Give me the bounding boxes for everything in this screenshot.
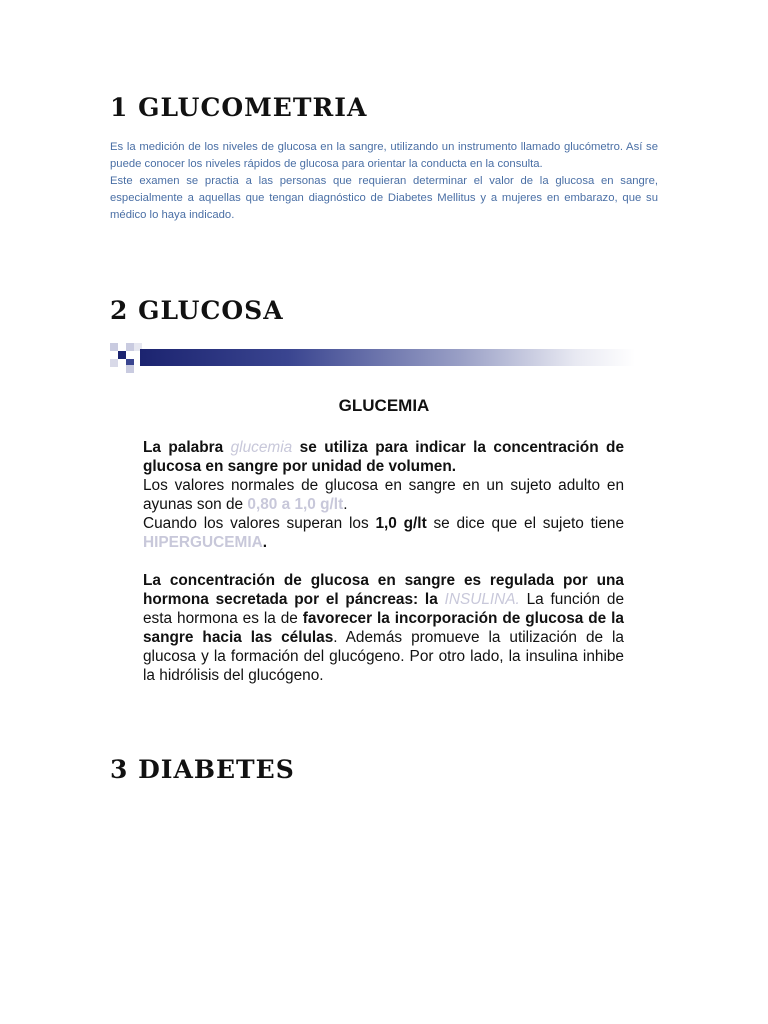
section-heading-glucosa: 2 GLUCOSA: [110, 296, 284, 325]
banner-square: [126, 351, 134, 359]
glucometria-paragraph-1: Es la medición de los niveles de glucosa en la sangre, utilizando un instrumento llamado glucómetro. Así se puede conocer los niveles rápidos de glucosa para orientar la conducta en la consulta.: [110, 141, 658, 170]
banner-square: [118, 351, 126, 359]
insulina-text-2: La función de esta hormona es la de: [143, 591, 625, 627]
banner-square: [110, 351, 118, 359]
banner-square: [118, 359, 126, 367]
paragraph-gap: [143, 552, 624, 571]
insulina-term: INSULINA.: [444, 591, 520, 608]
banner-gradient-bar: [140, 349, 635, 366]
insulina-text-3: . Además promueve la utilización de la glucosa y la formación del glucógeno. Por otro lado, la insulina inhibe la hidrólisis del glucógeno.: [143, 629, 624, 684]
banner-square: [118, 343, 126, 351]
section-heading-glucometria: 1 GLUCOMETRIA: [110, 93, 368, 122]
banner-square: [126, 343, 134, 351]
glucemia-term: glucemia: [230, 439, 293, 456]
normal-values-text: Los valores normales de glucosa en sangre en un sujeto adulto en ayunas son de: [143, 477, 624, 513]
glucemia-paragraph-definition: [143, 438, 624, 476]
hyper-text-end: .: [262, 534, 267, 551]
banner-square: [110, 359, 118, 367]
insulina-text-1: La concentración de glucosa en sangre es regulada por una hormona secretada por el páncreas: la: [143, 572, 624, 608]
glucemia-paragraph-hyper: [143, 514, 624, 552]
hyper-text-2: se dice que el sujeto tiene: [426, 515, 625, 532]
banner-square: [110, 343, 118, 351]
glucometria-paragraph-2: Este examen se practia a las personas que requieran determinar el valor de la glucosa en sangre, especialmente a aquellas que tengan diagnóstico de Diabetes Mellitus y a mujeres en embarazo, que su médico lo haya indicado.: [110, 175, 658, 221]
definition-text-2: se utiliza para indicar la concentración de glucosa en sangre por unidad de volumen.: [143, 439, 625, 475]
glucemia-title: GLUCEMIA: [338, 396, 430, 415]
glucemia-body: [143, 438, 624, 685]
normal-values-end: .: [343, 496, 348, 513]
hyper-text-1: Cuando los valores superan los: [143, 515, 376, 532]
hyper-threshold: 1,0 g/lt: [375, 515, 427, 532]
decorative-banner: [110, 343, 635, 373]
banner-square: [126, 365, 134, 373]
glucometria-description: [110, 139, 658, 224]
glucemia-paragraph-normal-values: [143, 476, 624, 514]
glucemia-paragraph-insulina: [143, 571, 624, 685]
definition-text-1: La palabra: [143, 439, 231, 456]
section-heading-diabetes: 3 DIABETES: [110, 755, 295, 784]
normal-values-range: 0,80 a 1,0 g/lt: [247, 496, 344, 513]
insulina-function: favorecer la incorporación de glucosa de la sangre hacia las células: [143, 610, 624, 646]
hyperglucemia-term: HIPERGUCEMIA: [143, 534, 263, 551]
